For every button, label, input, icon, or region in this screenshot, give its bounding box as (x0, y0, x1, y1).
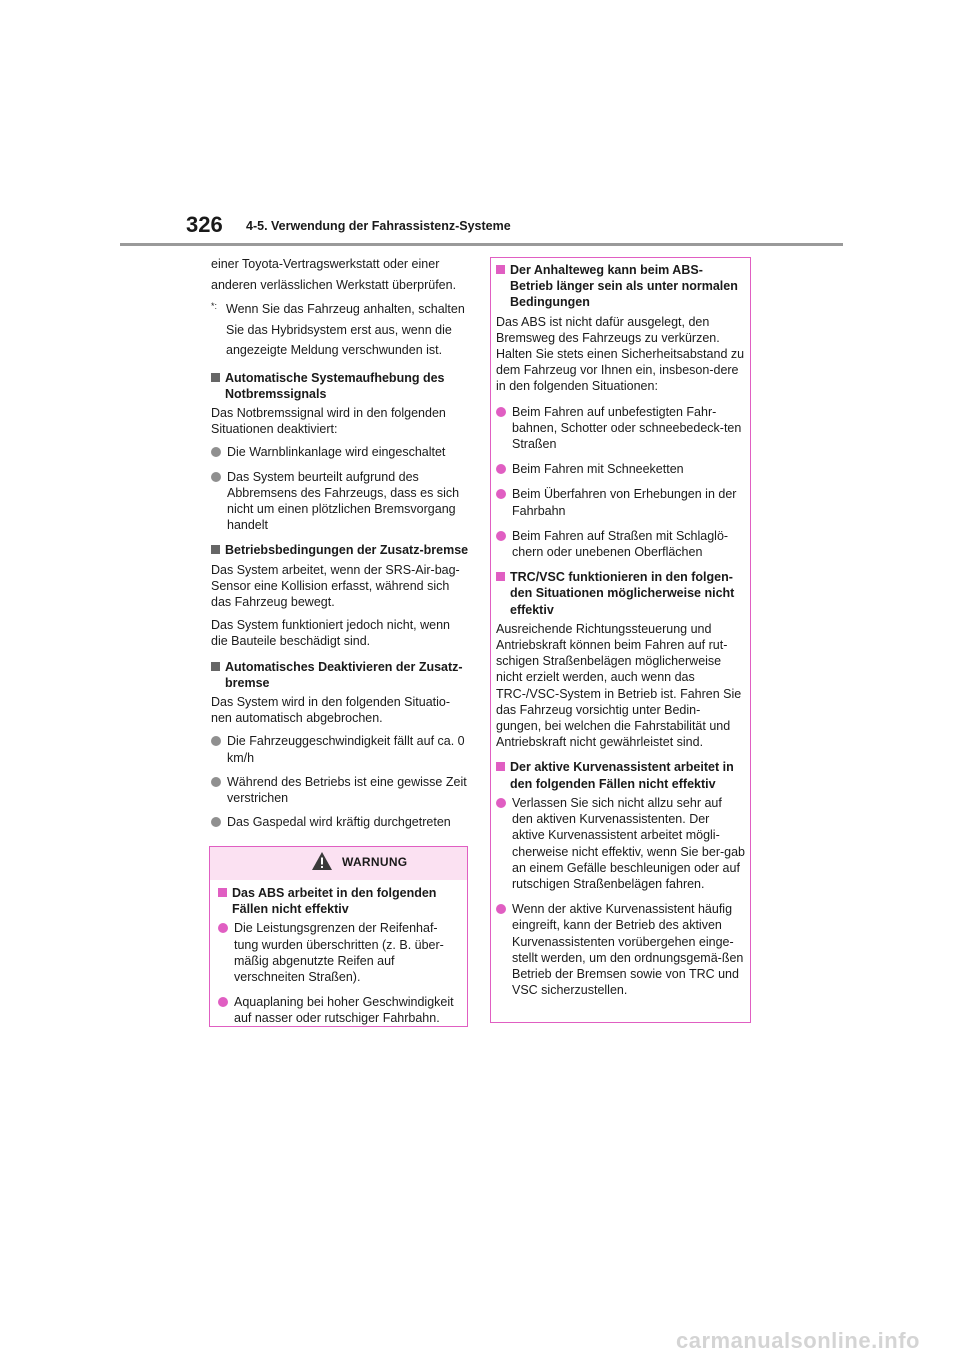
bullet-text: Die Warnblinkanlage wird eingeschaltet (227, 445, 446, 460)
bullet-text: Beim Fahren auf unbefestigten Fahr-bahnen, Schotter oder schneebedeck-ten Straßen (512, 404, 742, 452)
heading-text: TRC/VSC funktionieren in den folgen-den Situationen möglicherweise nicht effektiv (510, 570, 735, 617)
heading-text: Der aktive Kurvenassistent arbeitet in den folgenden Fällen nicht effektiv (510, 760, 734, 791)
paragraph: Ausreichende Richtungssteuerung und Antriebskraft können beim Fahren auf rut-schigen Straßenbelägen möglicherweise nicht erzielt werden, auch wenn das TRC-/VSC-System in Betrieb ist. Fahren Sie das Fahrzeug vorsichtig unter Bedin-gungen, bei welchen die Fahrstabilität und Antriebskraft nicht gewährleistet sind. (496, 621, 742, 750)
round-bullet-icon (211, 736, 221, 746)
square-bullet-icon (211, 662, 220, 671)
bullet-text: Beim Überfahren von Erhebungen in der Fahrbahn (512, 487, 737, 518)
warning-heading (218, 885, 459, 917)
watermark: carmanualsonline.info (676, 1328, 920, 1353)
bullet-text: Während des Betriebs ist eine gewisse Zeit verstrichen (227, 774, 467, 805)
section-heading (211, 659, 469, 691)
warning-title: WARNUNG (342, 855, 408, 869)
round-bullet-icon (496, 904, 506, 914)
heading-text: Der Anhalteweg kann beim ABS-Betrieb länger sein als unter normalen Bedingungen (510, 263, 738, 310)
bullet-item (211, 444, 469, 460)
square-bullet-icon (496, 265, 505, 274)
bullet-text: Die Leistungsgrenzen der Reifenhaf-tung wurden überschritten (z. B. über-mäßig abgenutzte Reifen auf verschneiten Straßen). (234, 921, 444, 985)
paragraph: Das ABS ist nicht dafür ausgelegt, den Bremsweg des Fahrzeugs zu verkürzen. Halten Sie stets einen Sicherheitsabstand zu dem Fahrzeug vor Ihnen ein, insbeson-dere in den folgenden Situationen: (496, 314, 745, 394)
round-bullet-icon (211, 817, 221, 827)
bullet-item (218, 920, 459, 985)
section-heading (496, 569, 745, 618)
round-bullet-icon (496, 531, 506, 541)
square-bullet-icon (218, 888, 227, 897)
footnote-mark: *: (211, 301, 218, 311)
warning-triangle-icon (311, 851, 333, 871)
bullet-text: Verlassen Sie sich nicht allzu sehr auf den aktiven Kurvenassistenten. Der aktive Kurvenassistent arbeitet mögli-cherweise nicht effektiv, wenn Sie ber-gab an einem Gefälle beschleunigen oder auf rutschigen Straßenbelägen fahren. (512, 795, 745, 891)
bullet-text: Beim Fahren mit Schneeketten (512, 462, 684, 477)
info-box (490, 257, 751, 1023)
bullet-text: Wenn der aktive Kurvenassistent häufig eingreift, kann der Betrieb des aktiven Kurvenassistenten vorübergehen einge-stellt werden, um den ordnungsgemä-ßen Betrieb der Bremsen sowie von TRC und VSC sicherzustellen. (512, 902, 744, 998)
round-bullet-icon (218, 923, 228, 933)
heading-text: Automatische Systemaufhebung des Notbremssignals (225, 370, 445, 401)
footnote (211, 299, 469, 361)
bullet-item (496, 528, 745, 560)
bullet-item (211, 774, 469, 806)
bullet-item (496, 901, 745, 998)
heading-text: Das ABS arbeitet in den folgenden Fällen nicht effektiv (232, 886, 437, 917)
square-bullet-icon (496, 762, 505, 771)
intro-line: einer Toyota-Vertragswerkstatt oder einer (211, 257, 440, 271)
info-body (491, 258, 750, 998)
bullet-item (496, 795, 745, 892)
round-bullet-icon (218, 997, 228, 1007)
round-bullet-icon (496, 489, 506, 499)
round-bullet-icon (211, 472, 221, 482)
heading-text: Automatisches Deaktivieren der Zusatz-bremse (225, 659, 463, 690)
bullet-item (496, 461, 745, 477)
paragraph: Das System wird in den folgenden Situatio-nen automatisch abgebrochen. (211, 694, 451, 726)
bullet-text: Das Gaspedal wird kräftig durchgetreten (227, 815, 451, 830)
bullet-item (218, 994, 459, 1026)
section-title: 4-5. Verwendung der Fahrassistenz-Systeme (246, 219, 511, 233)
round-bullet-icon (211, 447, 221, 457)
section-heading (496, 759, 745, 791)
intro-line: anderen verlässlichen Werkstatt überprüfen. (211, 277, 457, 292)
bullet-text: Das System beurteilt aufgrund des Abbremsens des Fahrzeugs, dass es sich nicht um einen plötzlichen Bremsvorgang handelt (227, 469, 460, 533)
bullet-item (211, 733, 469, 765)
page-number: 326 (186, 212, 223, 237)
round-bullet-icon (211, 777, 221, 787)
paragraph: Das System arbeitet, wenn der SRS-Air-bag-Sensor eine Kollision erfasst, während sich das Fahrzeug bewegt. (211, 562, 460, 609)
bullet-text: Aquaplaning bei hoher Geschwindigkeit auf nasser oder rutschiger Fahrbahn. (234, 995, 454, 1026)
footnote-line: Wenn Sie das Fahrzeug anhalten, schalten (226, 302, 465, 316)
paragraph: Das Notbremssignal wird in den folgenden Situationen deaktiviert: (211, 405, 446, 437)
square-bullet-icon (496, 572, 505, 581)
round-bullet-icon (496, 407, 506, 417)
warning-body (210, 880, 467, 1027)
bullet-item (211, 469, 469, 534)
section-heading (211, 370, 469, 402)
bullet-text: Die Fahrzeuggeschwindigkeit fällt auf ca. 0 km/h (227, 734, 465, 765)
header-rule (120, 243, 843, 246)
paragraph: Das System funktioniert jedoch nicht, wenn die Bauteile beschädigt sind. (211, 618, 451, 649)
section-heading (496, 262, 745, 311)
footnote-line: angezeigte Meldung verschwunden ist. (226, 343, 443, 357)
round-bullet-icon (496, 798, 506, 808)
bullet-text: Beim Fahren auf Straßen mit Schlaglö-chern oder unebenen Oberflächen (512, 528, 729, 560)
bullet-item (496, 404, 745, 453)
heading-text: Betriebsbedingungen der Zusatz-bremse (225, 543, 469, 558)
warning-header (210, 847, 467, 880)
section-heading (211, 542, 469, 558)
square-bullet-icon (211, 545, 220, 554)
square-bullet-icon (211, 373, 220, 382)
warning-box (209, 846, 468, 1027)
bullet-item (211, 814, 469, 830)
left-column (211, 254, 469, 838)
bullet-item (496, 486, 745, 518)
round-bullet-icon (496, 464, 506, 474)
footnote-line: Sie das Hybridsystem erst aus, wenn die (226, 322, 452, 337)
